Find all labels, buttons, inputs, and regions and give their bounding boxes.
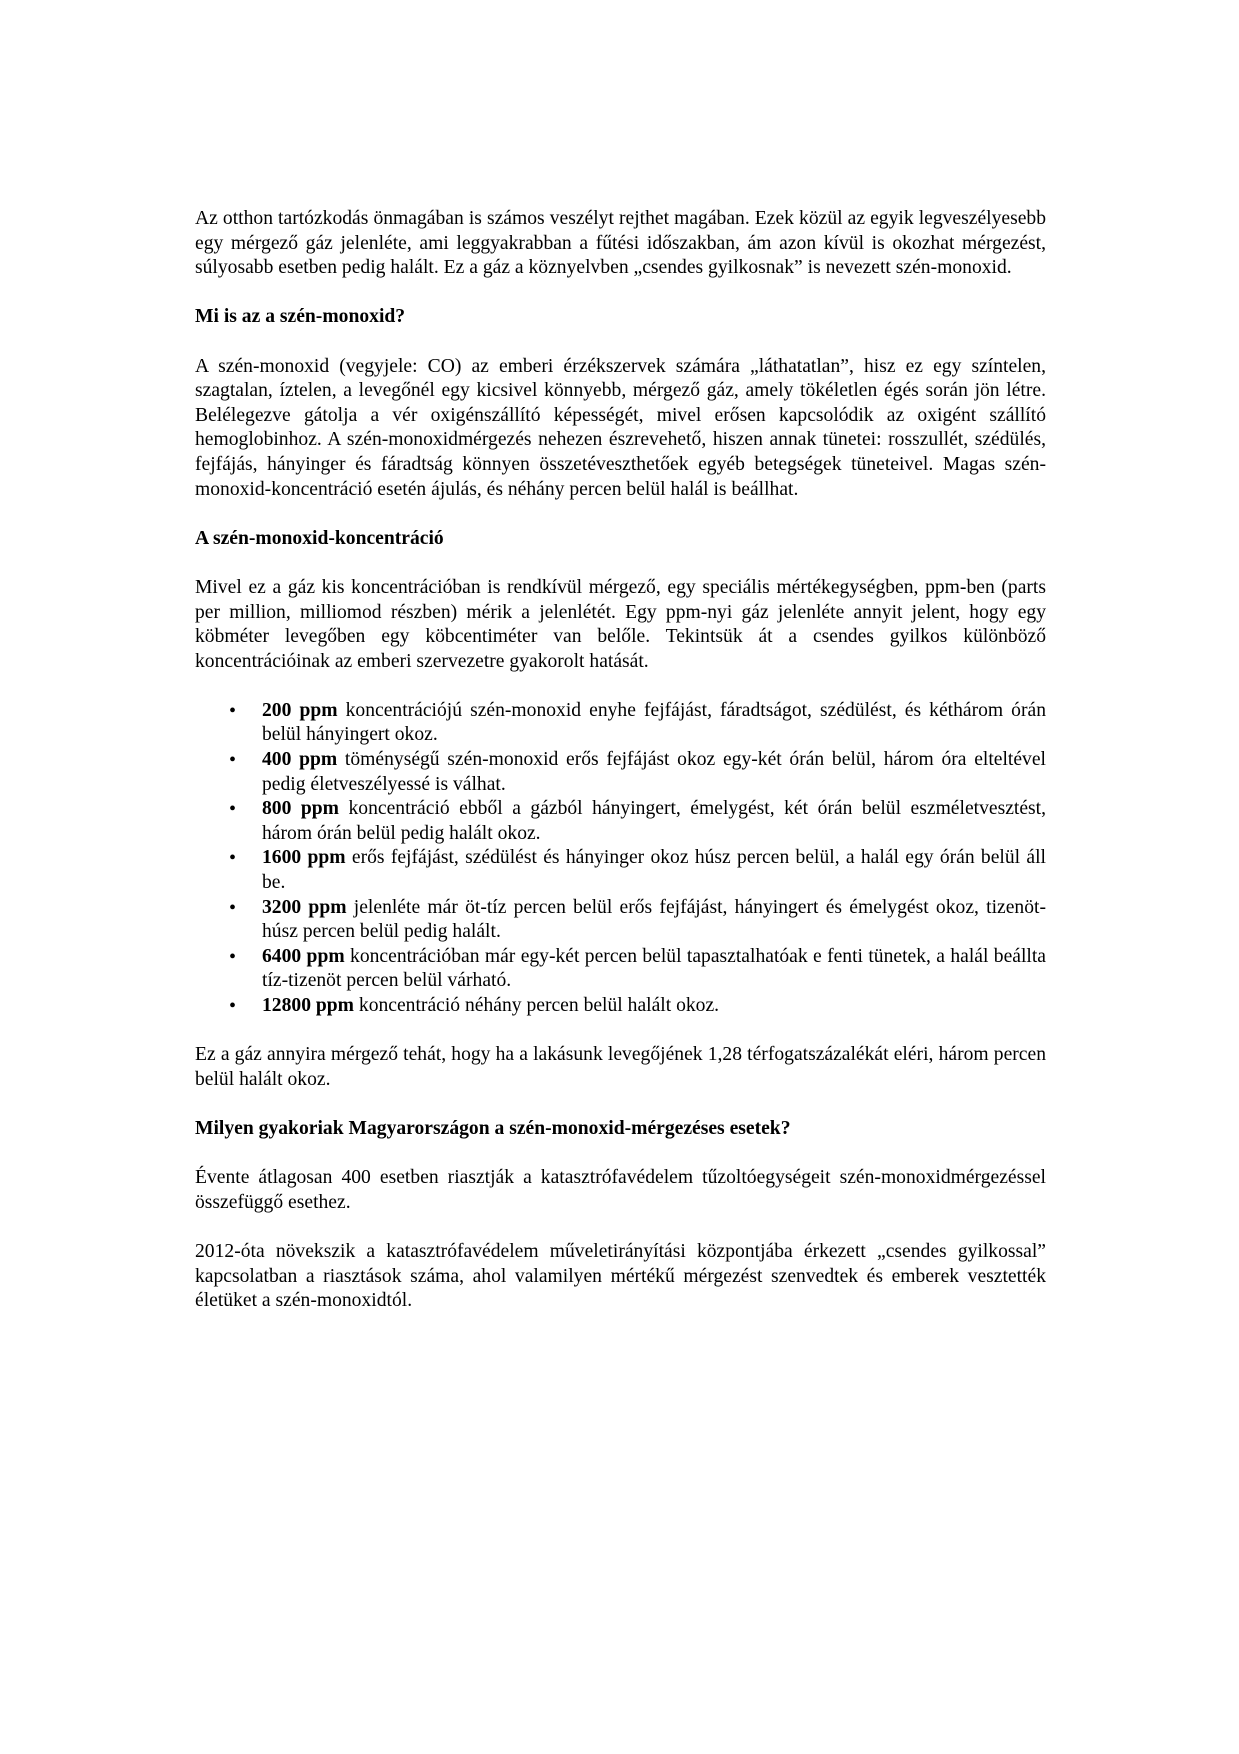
effect-text: erős fejfájást, szédülést és hányinger okoz húsz percen belül, a halál egy órán belül áll be. (262, 847, 1046, 894)
effect-text: koncentráció néhány percen belül halált okoz. (354, 995, 720, 1016)
concentration-paragraph: Mivel ez a gáz kis koncentrációban is rendkívül mérgező, egy speciális mértékegységben, ppm-ben (parts per million, milliomod részben) mérik a jelenlétét. Egy ppm-nyi gáz jelenléte annyit jelent, hogy egy köbméter levegőben egy köbcentiméter van belőle. Tekintsük át a csendes gyilkos különböző koncentrációinak az emberi szervezetre gyakorolt hatását. (195, 576, 1046, 672)
section-heading-what-is-co: Mi is az a szén-monoxid? (195, 306, 406, 328)
list-item (262, 797, 1046, 846)
conclusion-paragraph: Ez a gáz annyira mérgező tehát, hogy ha a lakásunk levegőjének 1,28 térfogatszázalékát eléri, három percen belül halált okoz. (195, 1044, 1046, 1090)
list-item (262, 945, 1046, 994)
list-item (262, 748, 1046, 797)
frequency-paragraph-2: 2012-óta növekszik a katasztrófavédelem műveletirányítási központjába érkezett „csendes gyilkossal” kapcsolatban a riasztások száma, ahol valamilyen mértékű mérgezést szenvedtek és emberek vesztették életüket a szén-monoxidtól. (195, 1240, 1046, 1312)
effect-text: koncentráció ebből a gázból hányingert, émelygést, két órán belül eszméletvesztést, három órán belül pedig halált okoz. (262, 798, 1047, 844)
ppm-value: 1600 ppm (262, 847, 346, 869)
section-heading-concentration: A szén-monoxid-koncentráció (195, 527, 444, 549)
ppm-value: 3200 ppm (262, 896, 347, 918)
section-heading-frequency: Milyen gyakoriak Magyarországon a szén-monoxid-mérgezéses esetek? (195, 1117, 791, 1139)
concentration-effects-list (195, 699, 1046, 1019)
list-item (262, 994, 1046, 1019)
effect-text: koncentrációjú szén-monoxid enyhe fejfájást, fáradtságot, szédülést, és kéthárom órán belül hányingert okoz. (262, 699, 1047, 746)
effect-text: jelenléte már öt-tíz percen belül erős fejfájást, hányingert és émelygést okoz, tizenöt-húsz percen belül pedig halált. (262, 896, 1046, 943)
list-item (262, 896, 1046, 945)
list-item (262, 699, 1046, 748)
frequency-paragraph-1: Évente átlagosan 400 esetben riasztják a katasztrófavédelem tűzoltóegységeit szén-monoxidmérgezéssel összefüggő esethez. (195, 1167, 1046, 1213)
list-item (262, 846, 1046, 895)
document-page (195, 207, 1046, 1338)
effect-text: koncentrációban már egy-két percen belül tapasztalhatóak e fenti tünetek, a halál beállta tíz-tizenöt percen belül várható. (262, 945, 1046, 992)
ppm-value: 12800 ppm (262, 995, 354, 1016)
co-description-paragraph: A szén-monoxid (vegyjele: CO) az emberi érzékszervek számára „láthatatlan”, hisz ez egy színtelen, szagtalan, íztelen, a levegőnél egy kicsivel könnyebb, mérgező gáz, amely tökéletlen égés során jön létre. Belélegezve gátolja a vér oxigénszállító képességét, mivel erősen kapcsolódik az oxigént szállító hemoglobinhoz. A szén-monoxidmérgezés nehezen észrevehető, hiszen annak tünetei: rosszullét, szédülés, fejfájás, hányinger és fáradtság könnyen összetéveszthetőek egyéb betegségek tüneteivel. Magas szén-monoxid-koncentráció esetén ájulás, és néhány percen belül halál is beállhat. (195, 355, 1046, 500)
ppm-value: 6400 ppm (262, 945, 345, 967)
ppm-value: 200 ppm (262, 699, 338, 721)
effect-text: töménységű szén-monoxid erős fejfájást okoz egy-két órán belül, három óra elteltével pedig életveszélyessé is válhat. (262, 749, 1046, 795)
ppm-value: 400 ppm (262, 749, 338, 771)
intro-paragraph: Az otthon tartózkodás önmagában is számos veszélyt rejthet magában. Ezek közül az egyik legveszélyesebb egy mérgező gáz jelenléte, ami leggyakrabban a fűtési időszakban, ám azon kívül is okozhat mérgezést, súlyosabb esetben pedig halált. Ez a gáz a köznyelvben „csendes gyilkosnak” is nevezett szén-monoxid. (195, 208, 1046, 279)
ppm-value: 800 ppm (262, 798, 340, 820)
